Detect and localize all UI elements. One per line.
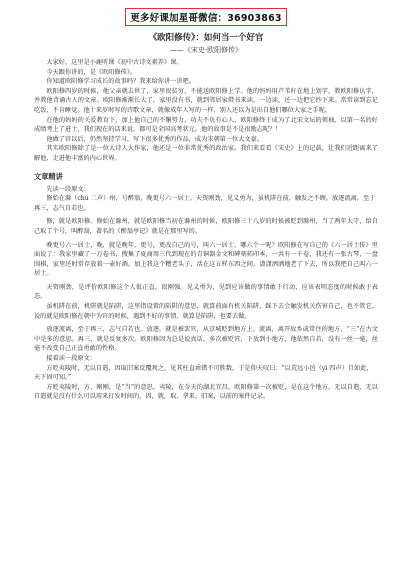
intro-paragraph: 他做了官以后，仍然坚持学习，写下很多优秀的作品，成为宋朝第一位大文豪。	[46, 135, 263, 143]
article-title: 《欧阳修传》：如何当一个好官	[148, 33, 264, 43]
intro-paragraph: 欧阳修四岁的时候，他父亲就去世了，家里很贫穷，不能送欧阳修上学。他的妈妈用芦苇秆在地上划字，教欧阳修认字，并教他背诵古人的文章。欧阳修渐渐长大了，家里没有书，就到邻居家借书来读，一边读，还一边把它抄下来。常常读到忘记吃饭、不肯睡觉。他十来岁时写的诗歌文章，就像成年人写的一样，别人还以为是出自他们哪位大家之手呢。	[34, 87, 378, 114]
article-subtitle: ——《宋史·欧阳修传》	[169, 46, 243, 54]
reading-section	[34, 185, 378, 402]
reading-prompt: 接着读一段原文：	[46, 355, 96, 363]
explanation-paragraph: 方贬夷陵时，方，刚刚，是“当”的意思，夷陵，在今天的湖北宜昌，欧阳修第一次被贬，是在这个地方。无以自遣，无以自遣就是没有什么可以用来打发时间的，因，就，取，拿来。旧案，以前的案件记录。	[34, 383, 378, 401]
explanation-paragraph: 修，就是欧阳修。修始在滁州，就是欧阳修当初在滁州的时候，欧阳修三十八岁的时候被贬到滁州，当了两年太守，给自己取了个号，叫醉翁，著名的《醉翁亭记》就是在那里写的。	[34, 218, 378, 235]
intro-paragraph: 在他的妈妈的关爱教育下，加上他自己的不懈努力，功夫不负有心人，欧阳修终于成为了北宋文坛的领袖，以第一名的好成绩考上了进士，我们现在的话来说，都可是全国高考状元。他的故事是不是很励志呢？！	[34, 116, 378, 134]
intro-paragraph: 你知道欧阳修学习成长的故事吗？我来给你讲一讲吧。	[46, 78, 195, 86]
intro-paragraph: 其实欧阳修除了是一位大诗人大作家，他还是一位非常优秀的政治家。我们来看看《宋史》上的记载，让我们近距离来了解他，走进他丰富的内心世界。	[34, 145, 378, 162]
original-text: 修始在滁（chú 二声）州，号醉翁，晚更号六一居士。天资刚劲，见义勇为，虽机阱在前，触发之不顾。放逐流离，至于再三，志气自若也。	[34, 195, 376, 212]
explanation-paragraph: 晚更号六一居士，晚，就是晚年，更号，更改自己的号，叫六一居士。哪六个一呢？欧阳修在写自己的《六一居士传》里面说了：我家里藏了一万卷书，搜集了夏商周三代到现在的青铜器金文和碑刻拓印本，一共有一千卷，我还有一张古琴，一盘围棋，家里还时常存放着一壶好酒。加上我这个糟老头子，活在这五样东西之间，潇潇洒洒地老了下去，所以我把自己叫六一居士。	[34, 241, 378, 278]
banner-wrap	[34, 0, 378, 26]
intro-section	[34, 58, 378, 164]
explanation-paragraph: 放逐流离，至于再三，志气自若也。放逐，就是被罢官，从京城贬到地方上。流离，离开故乡或常住的地方，“三”在古文中是多的意思。再三，就是反复多次。欧阳修因为总是说真话，多次被贬官，下放到小地方，他依然自若，没有一丝一毫，丝毫不改变自己正直勇敢的性格。	[34, 326, 378, 353]
explanation-paragraph: 虽机阱在前，机阱就是陷阱，这里指设置的陷阱的意思，就算前面有机关陷阱，踩下去会触发机关伤害自己，也不管它。说的就是欧阳修在朝中为官的时候，遇到不好的事情，就算是陷阱，也要去做。	[34, 303, 378, 320]
intro-paragraph: 今天跟你讲的，是《欧阳修传》。	[46, 68, 137, 76]
original-text: 方贬夷陵时，无以自遣，因取旧案反覆观之，见其枉直乖错不可胜数，于是仰天叹曰：“以荒远小邑（yì 四声）且如此，天下固可知。”	[34, 364, 373, 382]
reading-prompt: 先读一段原文：	[46, 185, 90, 193]
explanation-paragraph: 天资刚劲，是评价欧阳修这个人很正直，很刚强。见义勇为，见到应该做的事情敢于行动，应该表明态度的时候敢于表态。	[34, 283, 378, 301]
intro-paragraph: 大家好，这里是小鹿听课《初中古诗文素养》课。	[46, 59, 183, 66]
section-heading: 文章精讲	[34, 171, 63, 181]
promo-banner: 更多好课加星哥微信：36903863	[125, 8, 286, 26]
